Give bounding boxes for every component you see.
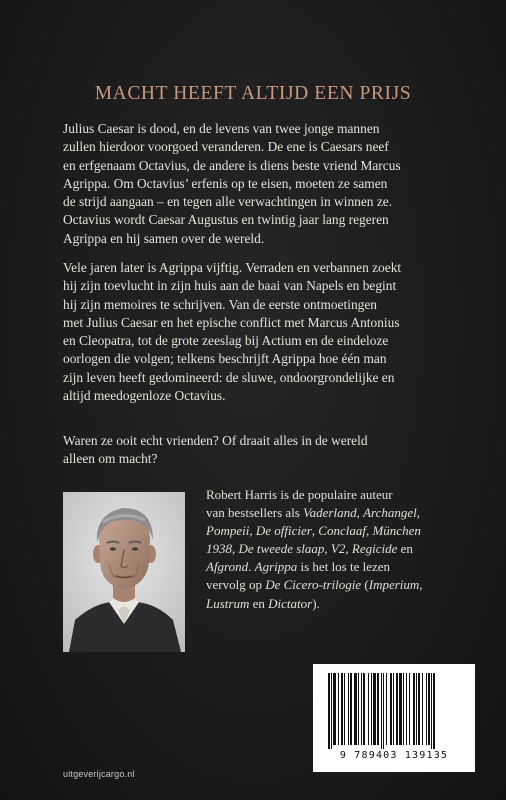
blurb-line: zijn leven heeft gedomineerd: de sluwe, ondoorgrondelijke en <box>63 369 395 385</box>
bio-line: Afgrond. Agrippa is het los te lezen <box>206 559 391 575</box>
blurb-line: alleen om macht? <box>63 451 158 467</box>
book-title: 1938 <box>206 541 232 557</box>
book-title: Afgrond <box>206 559 249 575</box>
bio-text: is het los te lezen <box>300 559 391 575</box>
headline: MACHT HEEFT ALTIJD EEN PRIJS <box>94 83 412 104</box>
barcode-bar <box>328 673 330 749</box>
blurb-paragraph-2 <box>63 259 458 405</box>
blurb-paragraph-1 <box>63 120 458 248</box>
barcode-bar <box>358 673 359 745</box>
blurb-line: Vele jaren later is Agrippa vijftig. Verraden en verbannen zoekt <box>63 260 402 275</box>
blurb-line: hij zijn toevlucht in zijn huis aan de baai van Napels en begint <box>63 278 397 294</box>
barcode-bar <box>418 673 420 745</box>
bio-line: Pompeii, De officier, Conclaaf, München <box>206 523 421 539</box>
blurb-line: zullen hierdoor voorgoed veranderen. De ene is Caesars neef <box>63 139 389 155</box>
barcode-bar <box>386 673 387 745</box>
bio-line <box>206 486 468 504</box>
book-title: De tweede slaap <box>238 541 325 557</box>
author-photo <box>63 492 185 652</box>
book-title: Regicide <box>351 541 398 557</box>
bio-text: vervolg op <box>206 577 262 593</box>
barcode-bar <box>399 673 402 745</box>
barcode-icon <box>325 673 463 749</box>
blurb-line: Octavius wordt Caesar Augustus en twintig jaar lang regeren <box>63 212 389 228</box>
bio-text: en <box>252 595 265 611</box>
blurb-line: altijd meedogenloze Octavius. <box>63 388 226 404</box>
barcode-bar <box>363 673 365 745</box>
blurb-line: met Julius Caesar en het epische conflict met Marcus Antonius <box>63 314 400 330</box>
bio-text: ). <box>312 595 320 611</box>
barcode-bar <box>416 673 417 745</box>
barcode-bar <box>371 673 372 745</box>
blurb-line: en erfgenaam Octavius, de andere is diens beste vriend Marcus <box>63 157 401 173</box>
barcode-bar <box>428 673 430 745</box>
blurb-line: hij zijn memoires te schrijven. Van de eerste ontmoetingen <box>63 296 377 312</box>
bio-line: 1938, De tweede slaap, V2, Regicide en <box>206 541 413 557</box>
barcode-bar <box>433 673 435 749</box>
bio-line: van bestsellers als Vaderland, Archangel, <box>206 505 420 521</box>
barcode-bar <box>348 673 349 745</box>
blurb-paragraph-3 <box>63 432 458 469</box>
barcode-bar <box>393 673 394 745</box>
barcode-bar <box>331 673 332 749</box>
book-title: Agrippa <box>254 559 298 575</box>
barcode-bar <box>361 673 362 745</box>
barcode-bar <box>344 673 345 745</box>
book-title: Archangel <box>363 505 417 521</box>
barcode-bar <box>350 673 352 745</box>
barcode-bar <box>426 673 427 745</box>
blurb-line: Julius Caesar is dood, en de levens van twee jonge mannen <box>63 121 380 136</box>
isbn-number: 9 789403 139135 <box>339 750 449 761</box>
bio-text: en <box>400 541 413 557</box>
bio-text: van bestsellers als <box>206 505 300 521</box>
book-title: Conclaaf <box>318 523 366 539</box>
barcode-bar <box>390 673 392 745</box>
barcode-bar <box>422 673 423 745</box>
barcode-area <box>313 664 475 772</box>
barcode-bar <box>406 673 407 745</box>
blurb-line: de strijd aangaan – en tegen alle verwachtingen in winnen ze. <box>63 194 393 210</box>
blurb-line: Agrippa en hij samen over de wereld. <box>63 230 265 246</box>
book-title: V2 <box>330 541 346 557</box>
publisher-website: uitgeverijcargo.nl <box>63 769 135 779</box>
book-title: München <box>372 523 421 539</box>
barcode-bar <box>383 673 384 749</box>
blurb-line: Waren ze ooit echt vrienden? Of draait alles in de wereld <box>63 433 368 448</box>
barcode-bar <box>373 673 376 745</box>
book-title: Lustrum <box>206 595 250 611</box>
barcode-bar <box>377 673 379 745</box>
barcode-bar <box>431 673 432 749</box>
bio-line <box>206 595 468 613</box>
barcode-bar <box>333 673 336 745</box>
book-title: Pompeii <box>206 523 250 539</box>
barcode-bar <box>354 673 357 745</box>
bio-text: Robert Harris is de populaire auteur <box>206 487 393 502</box>
blurb-line: Agrippa. Om Octavius’ erfenis op te eisen, moeten ze samen <box>63 175 388 191</box>
barcode-bar <box>381 673 382 749</box>
book-title: De officier <box>255 523 312 539</box>
barcode-bar <box>341 673 343 745</box>
barcode-bar <box>338 673 339 745</box>
book-title: Dictator <box>268 595 313 611</box>
barcode-bar <box>396 673 398 745</box>
book-title: Imperium <box>368 577 420 593</box>
barcode-bar <box>368 673 369 745</box>
book-title: De Cicero-trilogie <box>265 577 362 593</box>
author-bio <box>206 486 468 613</box>
barcode-bar <box>413 673 415 745</box>
bio-line: vervolg op De Cicero-trilogie (Imperium, <box>206 577 423 593</box>
barcode-bar <box>403 673 404 745</box>
blurb-line: oorlogen die volgen; telkens beschrijft Agrippa hoe één man <box>63 351 387 367</box>
blurb-line: en Cleopatra, tot de grote zeeslag bij Actium en de eindeloze <box>63 333 389 349</box>
book-title: Vaderland <box>303 505 357 521</box>
barcode-bar <box>409 673 410 745</box>
